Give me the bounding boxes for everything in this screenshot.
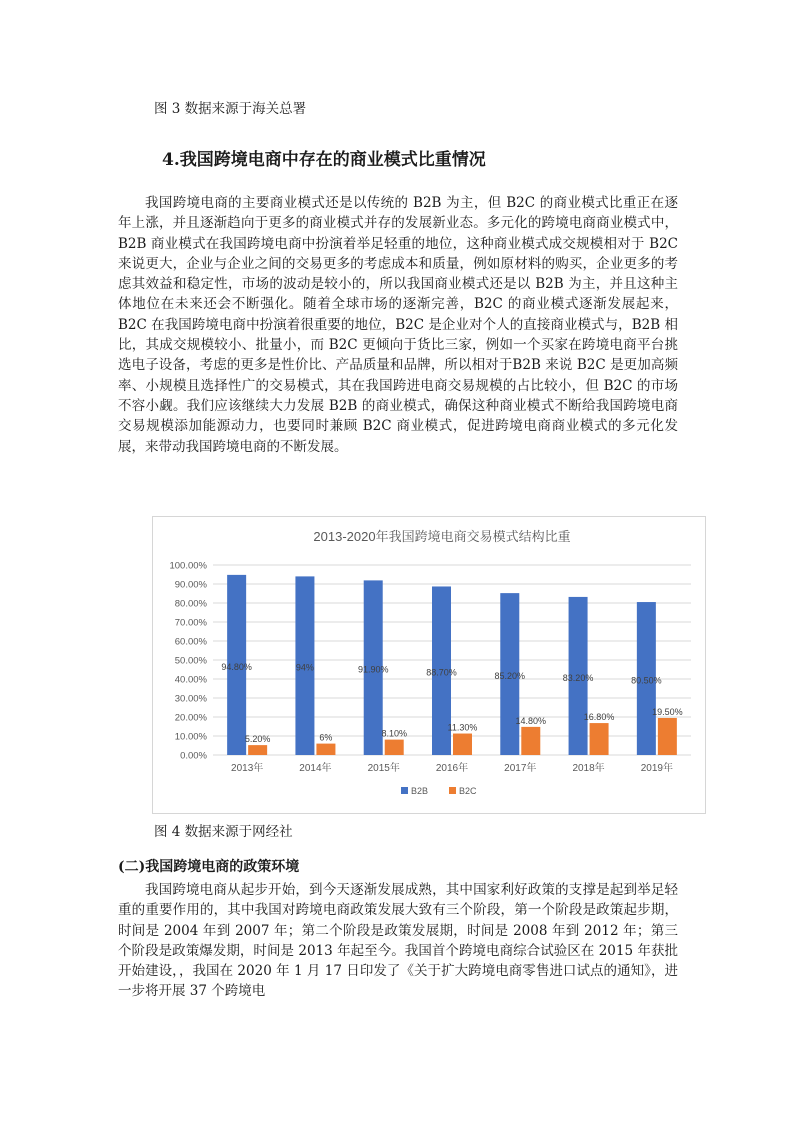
data-label-b2b: 91.90% (357, 664, 389, 675)
y-tick-label: 50.00% (174, 655, 207, 667)
bar-b2c (521, 727, 540, 755)
data-label-b2b: 80.50% (631, 675, 662, 686)
paragraph-text: 我国跨境电商从起步开始，到今天逐渐发展成熟，其中国家利好政策的支撑是起到举足轻重的重要作用的，其中我国对跨境电商政策发展大致有三个阶段，第一个阶段是政策起步期，时间是 2004 年到 2007 年；第二个阶段是政策发展期，时间是 2008 年到 2012 年；第三个阶段是政策爆发期，时间是 2013 年起至今。我国首个跨境电商综合试验区在 2015 年获批开始建设，，我国在 2020 年 1 月 17 日印发了《关于扩大跨境电商零售进口试点的通知》，进一步将开展 37 个跨境电 (118, 882, 678, 1000)
y-tick-label: 90.00% (174, 579, 207, 591)
data-label-b2b: 83.20% (562, 672, 594, 683)
legend-label: B2C (459, 786, 477, 796)
data-label-b2c: 8.10% (381, 728, 407, 739)
x-tick-label: 2017年 (504, 763, 537, 774)
subsection-heading: (二)我国跨境电商的政策环境 (118, 859, 300, 875)
y-tick-label: 100.00% (169, 560, 207, 572)
data-label-b2c: 16.80% (583, 712, 615, 723)
y-tick-label: 30.00% (174, 693, 207, 705)
data-label-b2b: 94.80% (221, 661, 252, 672)
bar-chart (153, 517, 705, 813)
y-tick-label: 60.00% (174, 636, 207, 648)
bar-b2c (248, 745, 267, 755)
paragraph-text: 我国跨境电商的主要商业模式还是以传统的 B2B 为主，但 B2C 的商业模式比重正在逐年上涨，并且逐渐趋向于更多的商业模式并存的发展新业态。多元化的跨境电商商业模式中，B2B 商业模式在我国跨境电商中扮演着举足轻重的地位，这种商业模式成交规模相对于 B2C 来说更大，企业与企业之间的交易更多的考虑成本和质量，例如原材料的购买，企业更多的考虑其效益和稳定性，市场的波动是较小的，所以我国商业模式还是以 B2B 为主，并且这种主体地位在未来还会不断强化。随着全球市场的逐渐完善，B2C 的商业模式逐渐发展起来，B2C 在我国跨境电商中扮演着很重要的地位，B2C 是企业对个人的直接商业模式与，B2B 相比，其成交规模较小、批量小，而 B2C 更倾向于货比三家，例如一个买家在跨境电商平台挑选电子设备，考虑的更多是性价比、产品质量和品牌，所以相对于B2B 来说 B2C 是更加高频率、小规模且选择性广的交易模式，其在我国跨进电商交易规模的占比较小，但 B2C 的市场不容小觑。我们应该继续大力发展 B2B 的商业模式，确保这种商业模式不断给我国跨境电商交易规模添加能源动力，也要同时兼顾 B2C 商业模式，促进跨境电商商业模式的多元化发展，来带动我国跨境电商的不断发展。 (118, 195, 678, 455)
x-tick-label: 2019年 (640, 763, 673, 774)
figure-4-caption: 图 4 数据来源于网经社 (154, 824, 293, 840)
chart-title: 2013-2020年我国跨境电商交易模式结构比重 (313, 529, 571, 544)
y-tick-label: 80.00% (174, 598, 207, 610)
x-tick-label: 2016年 (435, 763, 469, 774)
x-tick-label: 2018年 (572, 763, 605, 774)
data-label-b2b: 85.20% (494, 671, 526, 682)
y-tick-label: 20.00% (174, 712, 207, 724)
bar-b2c (590, 723, 609, 755)
legend-swatch (401, 787, 408, 794)
section-heading: 4.我国跨境电商中存在的商业模式比重情况 (162, 150, 486, 170)
bar-b2c (658, 718, 677, 755)
y-tick-label: 70.00% (174, 617, 207, 629)
figure-3-caption: 图 3 数据来源于海关总署 (154, 101, 307, 117)
paragraph-business-models (118, 193, 678, 457)
data-label-b2c: 5.20% (244, 734, 271, 745)
x-tick-label: 2015年 (367, 763, 400, 774)
data-label-b2c: 19.50% (652, 706, 683, 717)
bar-b2c (453, 734, 472, 755)
chart-container (152, 516, 706, 814)
y-tick-label: 10.00% (174, 731, 207, 743)
x-tick-label: 2013年 (231, 763, 264, 774)
paragraph-policy (118, 880, 678, 1002)
y-tick-label: 40.00% (174, 674, 207, 686)
legend-label: B2B (411, 786, 429, 796)
data-label-b2c: 14.80% (515, 715, 547, 726)
data-label-b2c: 6% (319, 732, 333, 743)
data-label-b2c: 11.30% (447, 722, 478, 733)
x-tick-label: 2014年 (299, 763, 332, 774)
data-label-b2b: 94% (295, 662, 314, 673)
legend-swatch (449, 787, 456, 794)
bar-b2c (385, 740, 404, 755)
data-label-b2b: 88.70% (426, 667, 457, 678)
bar-b2c (316, 744, 335, 755)
y-tick-label: 0.00% (180, 750, 207, 762)
